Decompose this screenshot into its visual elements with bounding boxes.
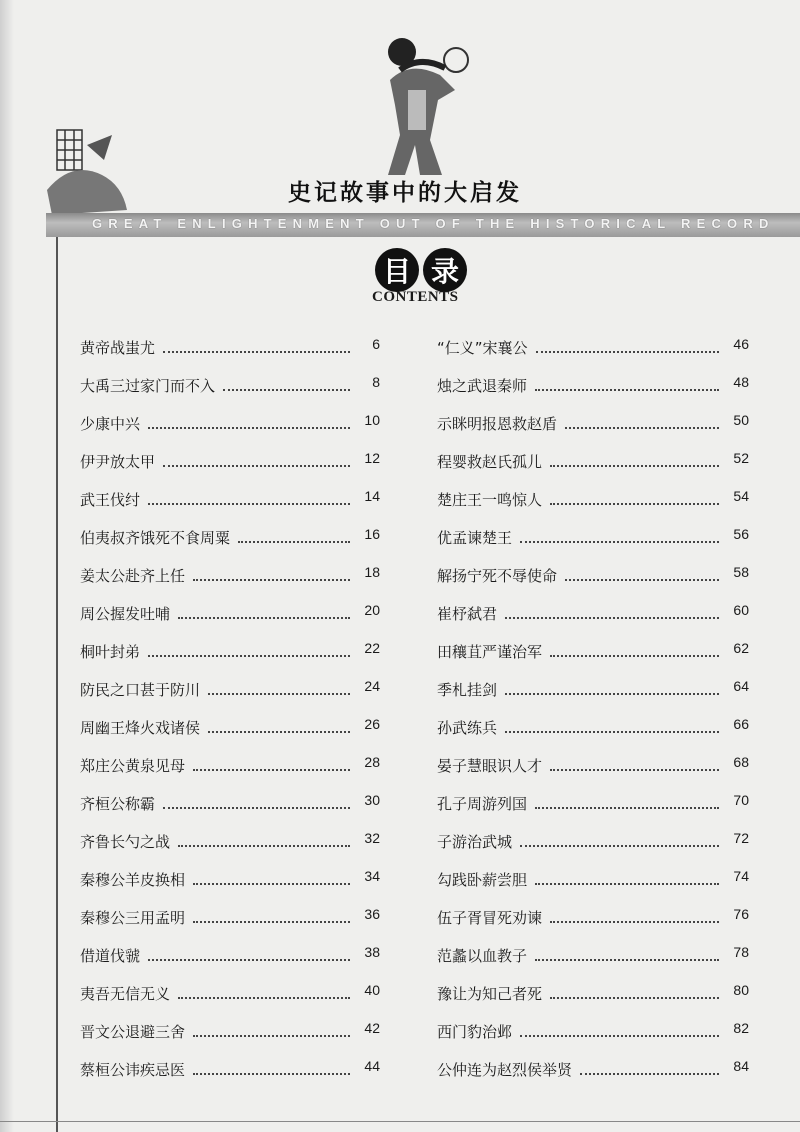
toc-entry[interactable] bbox=[437, 320, 749, 358]
toc-entry-title: 伍子胥冒死劝谏 bbox=[437, 909, 543, 927]
toc-entry-title: 齐鲁长勺之战 bbox=[80, 833, 171, 851]
toc-entry-title: 楚庄王一鸣惊人 bbox=[437, 491, 543, 509]
toc-entry-page: 68 bbox=[733, 754, 749, 770]
toc-entry-page: 42 bbox=[364, 1020, 380, 1036]
toc-entry-title: 郑庄公黄泉见母 bbox=[80, 757, 186, 775]
toc-leader-dots bbox=[550, 997, 719, 999]
toc-entry[interactable] bbox=[437, 890, 749, 928]
toc-entry-page: 50 bbox=[733, 412, 749, 428]
toc-entry-page: 14 bbox=[364, 488, 380, 504]
toc-entry[interactable] bbox=[437, 434, 749, 472]
toc-entry-page: 6 bbox=[372, 336, 380, 352]
toc-entry-page: 66 bbox=[733, 716, 749, 732]
toc-entry-title: 示眯明报恩救赵盾 bbox=[437, 415, 558, 433]
toc-entry-title: 武王伐纣 bbox=[80, 491, 141, 509]
toc-leader-dots bbox=[550, 465, 719, 467]
toc-entry-title: 姜太公赴齐上任 bbox=[80, 567, 186, 585]
toc-entry[interactable] bbox=[80, 776, 380, 814]
toc-entry[interactable] bbox=[437, 396, 749, 434]
warrior-illustration bbox=[360, 30, 480, 180]
toc-leader-dots bbox=[520, 1035, 719, 1037]
toc-entry-page: 40 bbox=[364, 982, 380, 998]
toc-entry-title: 田穰苴严谨治军 bbox=[437, 643, 543, 661]
toc-entry-title: 豫让为知己者死 bbox=[437, 985, 543, 1003]
toc-leader-dots bbox=[193, 921, 350, 923]
toc-entry-title: 优孟谏楚王 bbox=[437, 529, 513, 547]
toc-entry-title: 秦穆公三用孟明 bbox=[80, 909, 186, 927]
toc-leader-dots bbox=[148, 655, 350, 657]
toc-entry[interactable] bbox=[437, 358, 749, 396]
book-title: 史记故事中的大启发 bbox=[288, 180, 522, 206]
toc-entry[interactable] bbox=[80, 472, 380, 510]
toc-entry[interactable] bbox=[437, 586, 749, 624]
toc-entry-page: 20 bbox=[364, 602, 380, 618]
bottom-rule bbox=[0, 1121, 800, 1122]
toc-entry-title: 桐叶封弟 bbox=[80, 643, 141, 661]
toc-leader-dots bbox=[163, 807, 350, 809]
toc-entry-title: 崔杼弑君 bbox=[437, 605, 498, 623]
toc-leader-dots bbox=[535, 807, 719, 809]
corner-decoration bbox=[42, 120, 132, 220]
toc-entry[interactable] bbox=[437, 548, 749, 586]
toc-entry-title: 齐桓公称霸 bbox=[80, 795, 156, 813]
toc-entry-title: 解扬宁死不辱使命 bbox=[437, 567, 558, 585]
toc-leader-dots bbox=[505, 617, 719, 619]
toc-left-column bbox=[80, 320, 380, 1080]
toc-leader-dots bbox=[223, 389, 350, 391]
toc-entry[interactable] bbox=[80, 700, 380, 738]
banner-text: GREAT ENLIGHTENMENT OUT OF THE HISTORICAL RECORD bbox=[92, 216, 775, 231]
toc-entry-page: 64 bbox=[733, 678, 749, 694]
toc-entry[interactable] bbox=[437, 928, 749, 966]
toc-entry[interactable] bbox=[437, 624, 749, 662]
toc-leader-dots bbox=[565, 427, 719, 429]
toc-entry-title: “仁义”宋襄公 bbox=[437, 339, 528, 357]
toc-leader-dots bbox=[536, 351, 719, 353]
toc-entry-page: 74 bbox=[733, 868, 749, 884]
toc-leader-dots bbox=[505, 693, 719, 695]
toc-leader-dots bbox=[535, 883, 719, 885]
toc-leader-dots bbox=[580, 1073, 719, 1075]
toc-entry[interactable] bbox=[80, 852, 380, 890]
title-banner bbox=[46, 213, 800, 237]
toc-entry[interactable] bbox=[437, 1042, 749, 1080]
toc-leader-dots bbox=[535, 389, 719, 391]
toc-entry-page: 34 bbox=[364, 868, 380, 884]
toc-entry-page: 22 bbox=[364, 640, 380, 656]
toc-entry[interactable] bbox=[80, 320, 380, 358]
toc-entry[interactable] bbox=[437, 472, 749, 510]
toc-entry[interactable] bbox=[80, 548, 380, 586]
toc-entry-title: 黄帝战蚩尤 bbox=[80, 339, 156, 357]
toc-entry-page: 54 bbox=[733, 488, 749, 504]
toc-entry-title: 大禹三过家门而不入 bbox=[80, 377, 216, 395]
toc-entry-title: 程婴救赵氏孤儿 bbox=[437, 453, 543, 471]
toc-entry[interactable] bbox=[437, 738, 749, 776]
toc-entry-title: 烛之武退秦师 bbox=[437, 377, 528, 395]
toc-leader-dots bbox=[505, 731, 719, 733]
toc-leader-dots bbox=[550, 769, 719, 771]
toc-leader-dots bbox=[148, 503, 350, 505]
toc-entry-title: 子游治武城 bbox=[437, 833, 513, 851]
toc-leader-dots bbox=[193, 1073, 350, 1075]
toc-leader-dots bbox=[193, 1035, 350, 1037]
toc-entry-page: 52 bbox=[733, 450, 749, 466]
toc-entry-title: 伯夷叔齐饿死不食周粟 bbox=[80, 529, 231, 547]
toc-leader-dots bbox=[163, 351, 350, 353]
toc-entry-title: 西门豹治邺 bbox=[437, 1023, 513, 1041]
toc-entry-page: 18 bbox=[364, 564, 380, 580]
toc-leader-dots bbox=[148, 959, 350, 961]
toc-entry-title: 孙武练兵 bbox=[437, 719, 498, 737]
toc-entry-page: 80 bbox=[733, 982, 749, 998]
mulu-char-2: 录 bbox=[423, 248, 467, 292]
toc-entry-title: 秦穆公羊皮换相 bbox=[80, 871, 186, 889]
toc-entry[interactable] bbox=[437, 776, 749, 814]
toc-entry-title: 防民之口甚于防川 bbox=[80, 681, 201, 699]
toc-entry-title: 公仲连为赵烈侯举贤 bbox=[437, 1061, 573, 1079]
toc-entry[interactable] bbox=[80, 510, 380, 548]
toc-entry-page: 46 bbox=[733, 336, 749, 352]
toc-entry-page: 62 bbox=[733, 640, 749, 656]
page-edge-shadow bbox=[0, 0, 14, 1132]
toc-entry-page: 12 bbox=[364, 450, 380, 466]
toc-right-column bbox=[437, 320, 749, 1080]
toc-entry-page: 16 bbox=[364, 526, 380, 542]
toc-entry-title: 蔡桓公讳疾忌医 bbox=[80, 1061, 186, 1079]
toc-entry[interactable] bbox=[80, 1004, 380, 1042]
toc-entry-page: 56 bbox=[733, 526, 749, 542]
toc-entry[interactable] bbox=[80, 586, 380, 624]
toc-entry-title: 范蠡以血教子 bbox=[437, 947, 528, 965]
toc-leader-dots bbox=[148, 427, 350, 429]
toc-entry[interactable] bbox=[80, 662, 380, 700]
toc-entry-page: 10 bbox=[364, 412, 380, 428]
toc-entry[interactable] bbox=[80, 814, 380, 852]
toc-leader-dots bbox=[193, 769, 350, 771]
toc-leader-dots bbox=[535, 959, 719, 961]
toc-entry[interactable] bbox=[437, 852, 749, 890]
toc-entry[interactable] bbox=[437, 700, 749, 738]
toc-entry-title: 孔子周游列国 bbox=[437, 795, 528, 813]
toc-leader-dots bbox=[208, 731, 350, 733]
toc-entry-page: 44 bbox=[364, 1058, 380, 1074]
toc-entry[interactable] bbox=[80, 890, 380, 928]
toc-leader-dots bbox=[565, 579, 719, 581]
contents-label: CONTENTS bbox=[372, 289, 459, 305]
toc-entry[interactable] bbox=[80, 966, 380, 1004]
contents-heading bbox=[375, 248, 467, 292]
toc-entry-title: 季札挂剑 bbox=[437, 681, 498, 699]
toc-leader-dots bbox=[550, 921, 719, 923]
toc-entry-title: 勾践卧薪尝胆 bbox=[437, 871, 528, 889]
toc-leader-dots bbox=[208, 693, 350, 695]
toc-entry-page: 70 bbox=[733, 792, 749, 808]
toc-leader-dots bbox=[238, 541, 350, 543]
toc-entry[interactable] bbox=[80, 434, 380, 472]
toc-entry-page: 24 bbox=[364, 678, 380, 694]
toc-entry-title: 借道伐虢 bbox=[80, 947, 141, 965]
toc-entry-page: 26 bbox=[364, 716, 380, 732]
left-margin-rule bbox=[56, 237, 58, 1132]
toc-entry[interactable] bbox=[80, 624, 380, 662]
toc-entry-title: 少康中兴 bbox=[80, 415, 141, 433]
toc-entry-page: 60 bbox=[733, 602, 749, 618]
toc-entry-page: 76 bbox=[733, 906, 749, 922]
toc-entry-page: 38 bbox=[364, 944, 380, 960]
toc-entry-title: 晏子慧眼识人才 bbox=[437, 757, 543, 775]
toc-entry-page: 72 bbox=[733, 830, 749, 846]
toc-entry-page: 58 bbox=[733, 564, 749, 580]
toc-leader-dots bbox=[550, 503, 719, 505]
toc-leader-dots bbox=[193, 883, 350, 885]
toc-entry-page: 84 bbox=[733, 1058, 749, 1074]
toc-entry[interactable] bbox=[80, 396, 380, 434]
toc-entry[interactable] bbox=[437, 966, 749, 1004]
toc-leader-dots bbox=[193, 579, 350, 581]
toc-leader-dots bbox=[520, 845, 719, 847]
toc-entry[interactable] bbox=[80, 358, 380, 396]
toc-entry-title: 伊尹放太甲 bbox=[80, 453, 156, 471]
toc-entry-page: 8 bbox=[372, 374, 380, 390]
toc-leader-dots bbox=[178, 617, 350, 619]
toc-entry-page: 36 bbox=[364, 906, 380, 922]
toc-leader-dots bbox=[550, 655, 719, 657]
toc-entry[interactable] bbox=[437, 662, 749, 700]
toc-entry-title: 夷吾无信无义 bbox=[80, 985, 171, 1003]
toc-leader-dots bbox=[163, 465, 350, 467]
toc-entry[interactable] bbox=[80, 928, 380, 966]
mulu-char-1: 目 bbox=[375, 248, 419, 292]
toc-entry-title: 周公握发吐哺 bbox=[80, 605, 171, 623]
toc-entry[interactable] bbox=[80, 1042, 380, 1080]
toc-entry[interactable] bbox=[437, 510, 749, 548]
toc-entry-page: 28 bbox=[364, 754, 380, 770]
toc-leader-dots bbox=[178, 997, 350, 999]
toc-entry-page: 48 bbox=[733, 374, 749, 390]
toc-entry-page: 82 bbox=[733, 1020, 749, 1036]
toc-entry-page: 32 bbox=[364, 830, 380, 846]
toc-entry[interactable] bbox=[437, 1004, 749, 1042]
toc-entry[interactable] bbox=[437, 814, 749, 852]
toc-entry-title: 晋文公退避三舍 bbox=[80, 1023, 186, 1041]
toc-entry-page: 78 bbox=[733, 944, 749, 960]
toc-entry-page: 30 bbox=[364, 792, 380, 808]
toc-entry-title: 周幽王烽火戏诸侯 bbox=[80, 719, 201, 737]
toc-entry[interactable] bbox=[80, 738, 380, 776]
toc-leader-dots bbox=[178, 845, 350, 847]
toc-leader-dots bbox=[520, 541, 719, 543]
